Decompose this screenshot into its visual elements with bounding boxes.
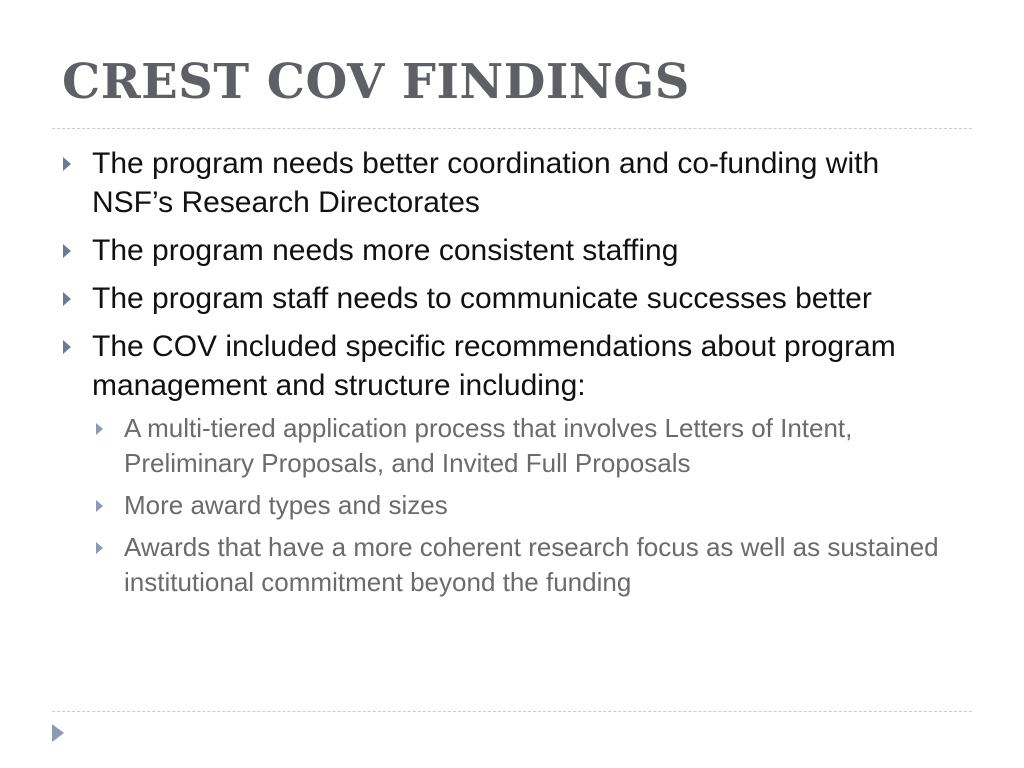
bullet-text: The program needs more consistent staffing [92,234,679,267]
sub-bullet-item [92,411,960,481]
sub-bullet-item [92,488,960,523]
triangle-right-icon[interactable] [52,724,64,742]
triangle-sub-bullet-icon [96,542,103,554]
sub-bullet-text: Awards that have a more coherent research focus as well as sustained institutional commitment beyond the funding [124,532,939,597]
slide-title: CREST COV FINDINGS [62,54,690,110]
bullet-list [60,144,960,609]
triangle-bullet-icon [63,157,71,171]
triangle-bullet-icon [63,244,71,258]
title-divider [52,128,972,129]
triangle-bullet-icon [63,292,71,306]
bullet-text: The program needs better coordination and co-funding with NSF’s Research Directorates [92,147,880,219]
triangle-bullet-icon [63,340,71,354]
sub-bullet-text: More award types and sizes [124,490,448,520]
bullet-item [60,231,960,270]
triangle-sub-bullet-icon [96,423,103,435]
bullet-item [60,327,960,600]
footer-divider [52,711,972,712]
bullet-text: The program staff needs to communicate successes better [92,282,872,315]
bullet-item [60,279,960,318]
sub-bullet-item [92,530,960,600]
bullet-item [60,144,960,222]
sub-bullet-list [92,411,960,600]
triangle-sub-bullet-icon [96,500,103,512]
bullet-text: The COV included specific recommendations about program management and structure including: [92,330,896,402]
sub-bullet-text: A multi-tiered application process that involves Letters of Intent, Preliminary Proposals, and Invited Full Proposals [124,413,853,478]
